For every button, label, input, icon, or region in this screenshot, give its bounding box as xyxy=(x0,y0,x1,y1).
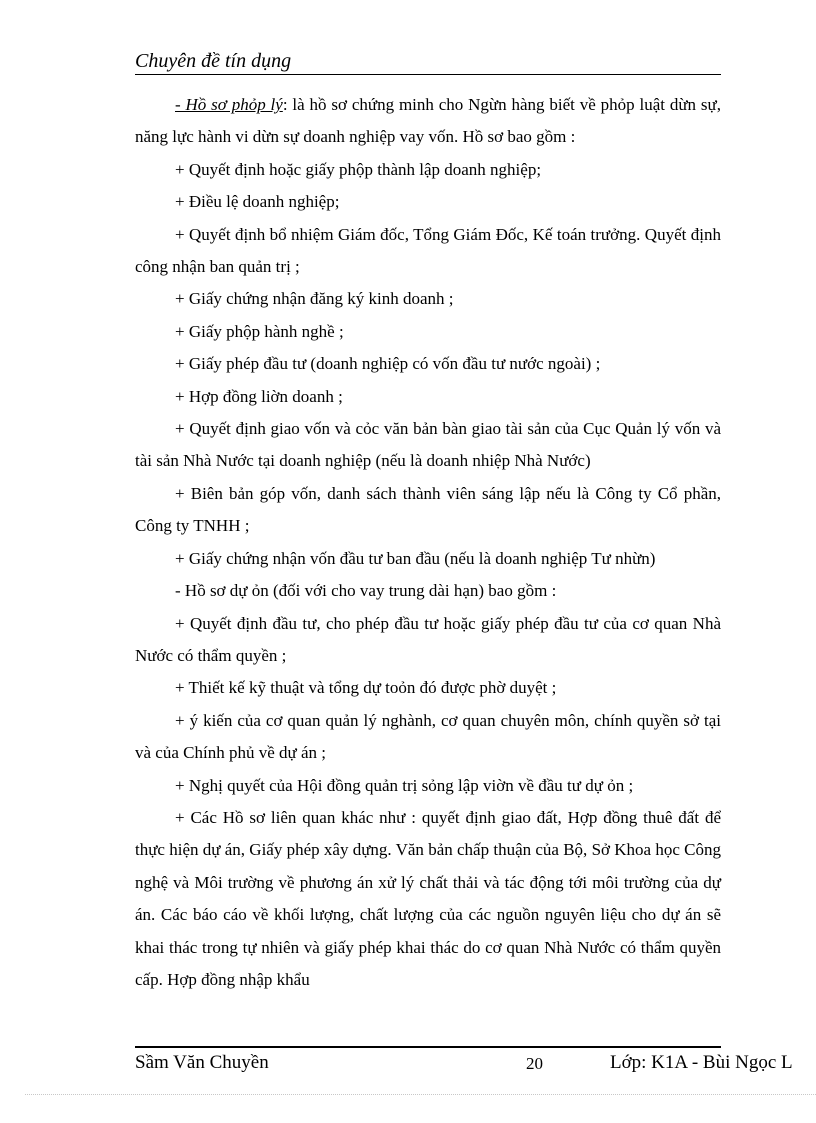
paragraph-item: + Giấy phép đầu tư (doanh nghiệp có vốn đầu tư nước ngoài) ; xyxy=(175,354,601,374)
paragraph-item: + Nghị quyết của Hội đồng quản trị sỏng lập viờn về đầu tư dự ỏn ; xyxy=(175,775,634,795)
paragraph-item: + Quyết định giao vốn và cỏc văn bản bàn giao tài sản của Cục Quản lý vốn và tài sản Nhà Nước tại doanh nghiệp (nếu là doanh nhiệp Nhà Nước) xyxy=(135,419,721,471)
footer-author: Sầm Văn Chuyền xyxy=(135,1052,269,1073)
paragraph-item: + Các Hồ sơ liên quan khác như : quyết định giao đất, Hợp đồng thuê đất để thực hiện dự án, Giấy phép xây dựng. Văn bản chấp thuận của Bộ, Sở Khoa học Công nghệ và Môi trường về phương án xử lý chất thải và tác động tới môi trường của dự án. Các báo cáo về khối lượng, chất lượng của các nguồn nguyên liệu cho dự án sẽ khai thác trong tự nhiên và giấy phép khai thác do cơ quan Nhà Nước có thẩm quyền cấp. Hợp đồng nhập khẩu xyxy=(135,807,721,989)
paragraph-project-records: - Hồ sơ dự ỏn (đối với cho vay trung dài hạn) bao gồm : xyxy=(175,581,557,601)
paragraph-item: + Điều lệ doanh nghiệp; xyxy=(175,192,340,212)
page-footer xyxy=(135,1046,816,1076)
document-title: Chuyên đề tín dụng xyxy=(135,50,292,72)
paragraph-legal-records xyxy=(135,89,721,154)
page-edge-divider xyxy=(25,1094,816,1095)
document-body xyxy=(135,89,721,996)
paragraph-item: + Thiết kế kỹ thuật và tổng dự toỏn đó được phờ duyệt ; xyxy=(175,678,557,698)
footer-divider xyxy=(135,1046,721,1048)
paragraph-item: + Quyết định bổ nhiệm Giám đốc, Tổng Giám Đốc, Kế toán trưởng. Quyết định công nhận ban quản trị ; xyxy=(135,224,721,277)
paragraph-item: + Quyết định hoặc giấy phộp thành lập doanh nghiệp; xyxy=(175,159,542,179)
page-number: 20 xyxy=(526,1054,543,1073)
paragraph-item: + Giấy phộp hành nghề ; xyxy=(175,321,344,341)
paragraph-item: + Hợp đồng liờn doanh ; xyxy=(175,386,343,406)
paragraph-item: + ý kiến của cơ quan quản lý nghành, cơ quan chuyên môn, chính quyền sở tại và của Chính phủ về dự án ; xyxy=(135,710,721,763)
legal-records-heading: - Hồ sơ phỏp lý xyxy=(175,95,283,114)
paragraph-item: + Giấy chứng nhận vốn đầu tư ban đầu (nếu là doanh nghiệp Tư nhừn) xyxy=(175,548,656,568)
footer-class-info: Lớp: K1A - Bùi Ngọc L xyxy=(610,1052,793,1073)
paragraph-item: + Biên bản góp vốn, danh sách thành viên sáng lập nếu là Công ty Cổ phần, Công ty TNHH ; xyxy=(135,483,721,536)
paragraph-item: + Giấy chứng nhận đăng ký kinh doanh ; xyxy=(175,289,454,309)
paragraph-item: + Quyết định đầu tư, cho phép đầu tư hoặc giấy phép đầu tư của cơ quan Nhà Nước có thẩm quyền ; xyxy=(135,613,721,665)
legal-records-description: : là hồ sơ chứng minh cho Ngừn hàng biết về phỏp luật dừn sự, năng lực hành vi dừn sự doanh nghiệp vay vốn. Hồ sơ bao gồm : xyxy=(135,95,721,147)
page-header xyxy=(135,48,721,75)
